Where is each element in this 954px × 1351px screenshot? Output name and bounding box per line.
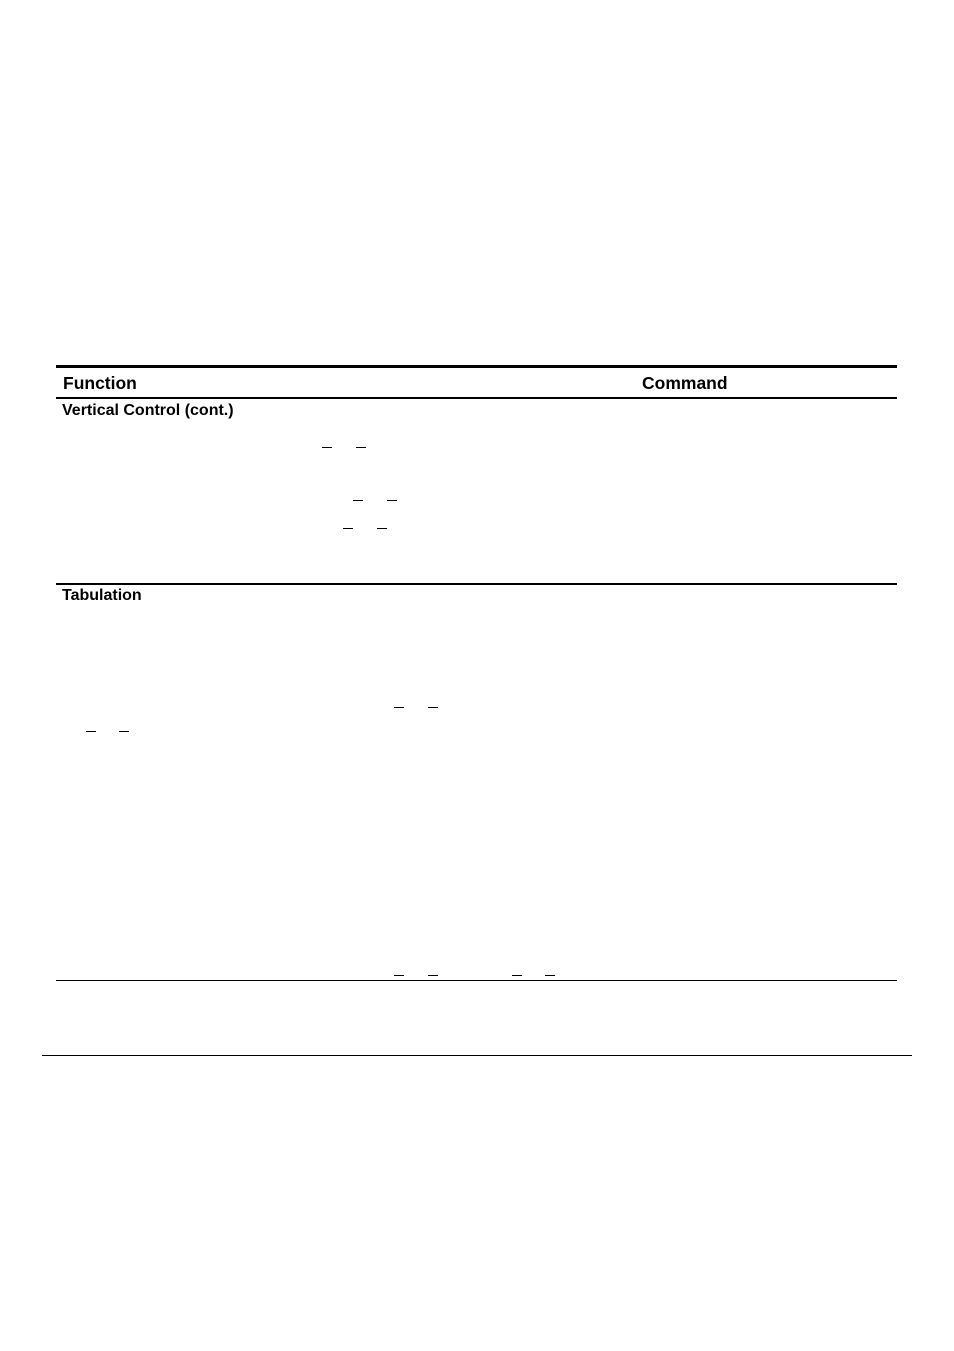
- placeholder-underline: [394, 975, 404, 976]
- header-bottom-rule: [56, 397, 897, 399]
- table-bottom-rule: [56, 980, 897, 981]
- page-footer-rule: [42, 1055, 912, 1056]
- placeholder-underline: [86, 731, 96, 732]
- section-divider: [56, 583, 897, 585]
- placeholder-underline: [387, 500, 397, 501]
- placeholder-underline: [545, 975, 555, 976]
- placeholder-underline: [119, 731, 129, 732]
- placeholder-underline: [353, 500, 363, 501]
- placeholder-underline: [512, 975, 522, 976]
- header-function: Function: [63, 373, 137, 393]
- placeholder-underline: [428, 975, 438, 976]
- section-title-tabulation: Tabulation: [62, 587, 142, 604]
- placeholder-underline: [343, 528, 353, 529]
- placeholder-underline: [428, 707, 438, 708]
- placeholder-underline: [377, 528, 387, 529]
- placeholder-underline: [394, 707, 404, 708]
- placeholder-underline: [356, 447, 366, 448]
- placeholder-underline: [322, 447, 332, 448]
- table-top-rule: [56, 365, 897, 368]
- section-title-vertical-control: Vertical Control (cont.): [62, 402, 234, 419]
- header-command: Command: [642, 373, 728, 393]
